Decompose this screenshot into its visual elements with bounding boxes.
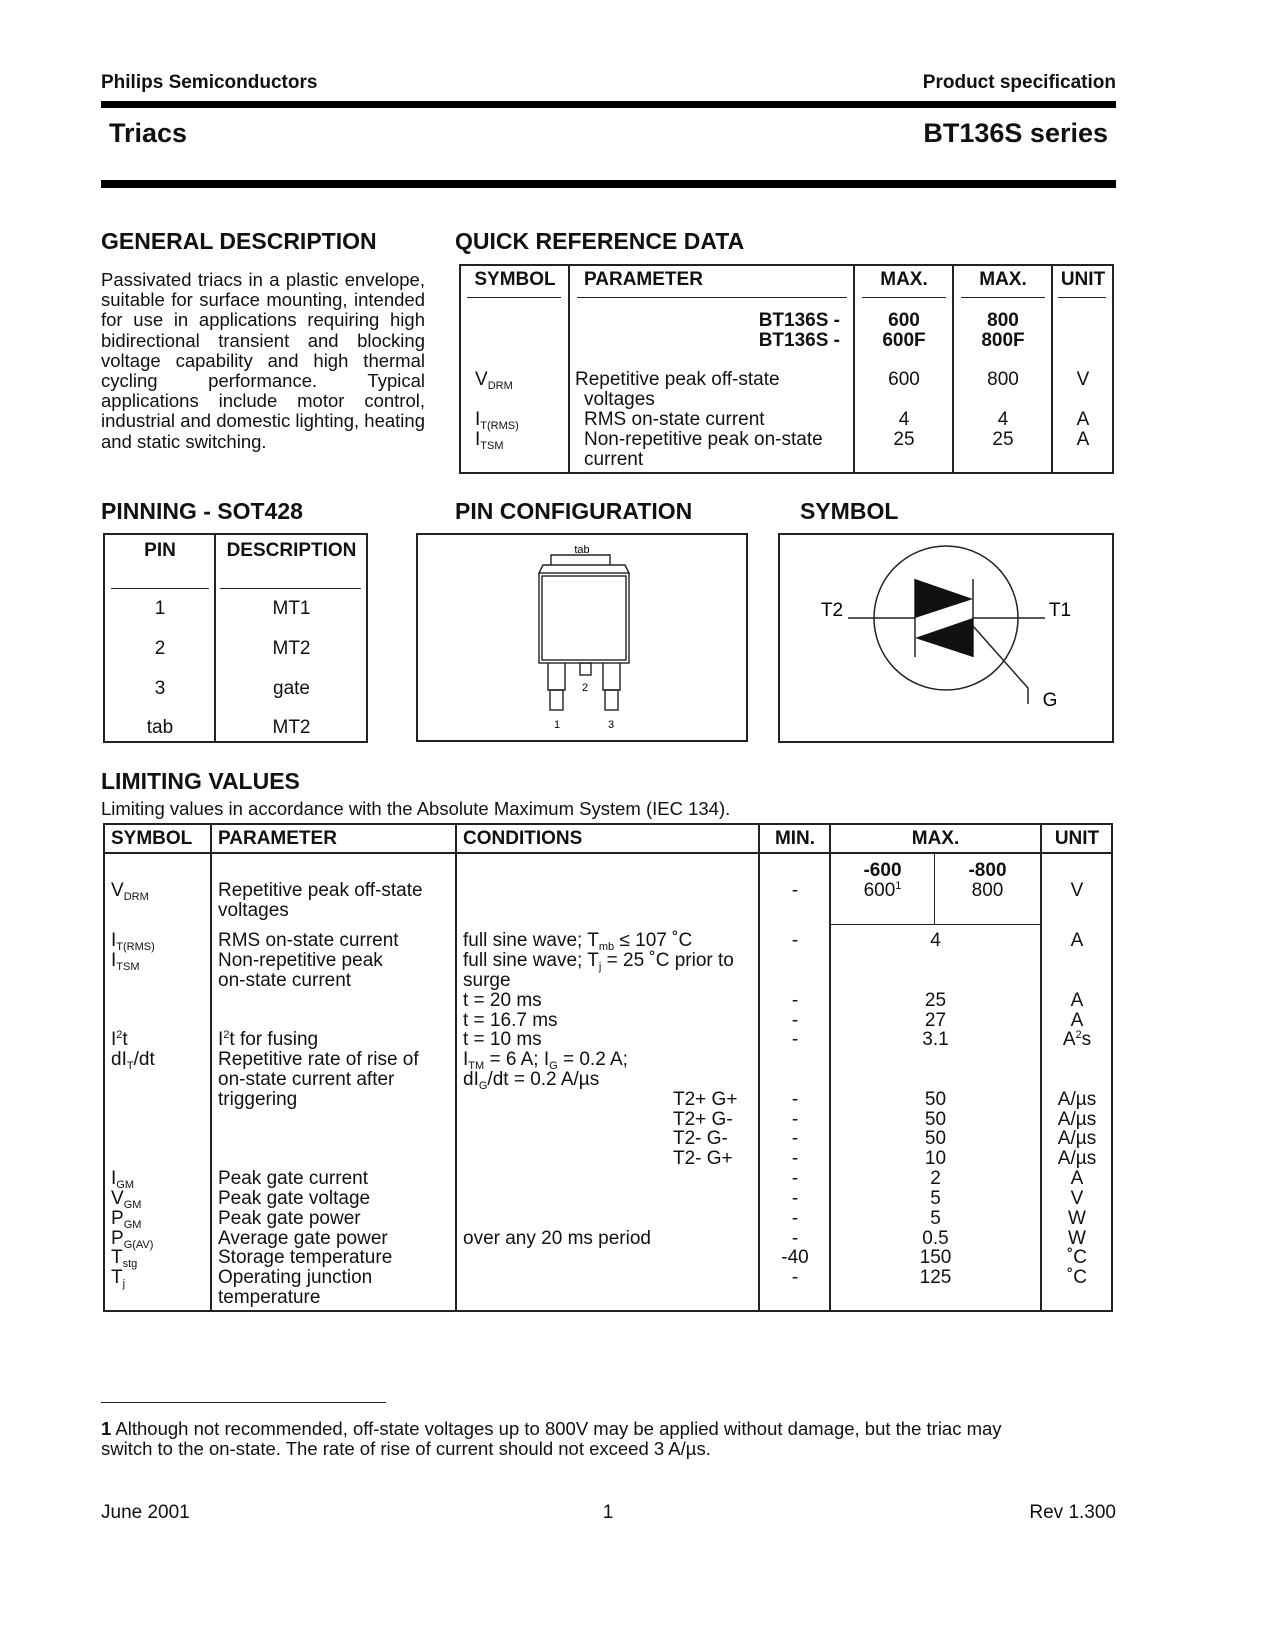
tab-label: tab: [574, 544, 590, 556]
qr-param-itrms: RMS on-state current: [584, 409, 765, 430]
lv-unit-t167: A: [1070, 1010, 1084, 1031]
general-description-text: Passivated triacs in a plastic envelope, suitable for surface mounting, intended for use in applications requiring high bidirectional transient and blocking voltage capability and high thermal cycling performance. Typical applications include motor control, industrial and domestic lighting, heating and static switching.: [101, 269, 425, 452]
company-name: Philips Semiconductors: [101, 72, 318, 93]
lv-cond-t167: t = 16.7 ms: [463, 1010, 558, 1031]
qr-param-itsm-2: current: [584, 449, 644, 470]
pin-3-label: 3: [607, 719, 615, 731]
lv-param-tj-1: Operating junction: [218, 1267, 373, 1288]
lv-min-t20: -: [791, 990, 799, 1011]
lv-param-vdrm-1: Repetitive peak off-state: [218, 880, 423, 901]
qr-col-unit: UNIT: [1060, 269, 1106, 290]
pin-number: 3: [154, 678, 166, 699]
qr-type-600: 600: [888, 310, 920, 331]
qr-col-parameter: PARAMETER: [584, 269, 703, 290]
qr-unit-vdrm: V: [1076, 369, 1090, 390]
lv-max-tstg: 150: [919, 1247, 952, 1268]
lv-unit-quadrant: A/µs: [1057, 1089, 1097, 1110]
lv-max-quadrant: 50: [924, 1109, 947, 1130]
lv-max-quadrant: 50: [924, 1089, 947, 1110]
lv-min-quadrant: -: [791, 1148, 799, 1169]
lv-col-max: MAX.: [911, 828, 960, 849]
lv-max-vdrm-800: 800: [971, 880, 1004, 901]
lv-unit-quadrant: A/µs: [1057, 1148, 1097, 1169]
qr-type-600f: 600F: [882, 330, 926, 351]
lv-cond-pgav: over any 20 ms period: [463, 1228, 651, 1249]
series-title: BT136S series: [923, 118, 1108, 148]
qr-max2-itsm: 25: [992, 429, 1014, 450]
lv-param-pgm: Peak gate power: [218, 1208, 361, 1229]
lv-unit-quadrant: A/µs: [1057, 1128, 1097, 1149]
lv-min-vgm: -: [791, 1188, 799, 1209]
qr-col-max2: MAX.: [979, 269, 1027, 290]
lv-max-t20: 25: [924, 990, 947, 1011]
lv-param-i2t: $I^2t$ for fusing: [218, 1029, 319, 1050]
terminal-g-label: G: [1042, 690, 1058, 711]
lv-param-igm: Peak gate current: [218, 1168, 368, 1189]
lv-param-vdrm-2: voltages: [218, 900, 289, 921]
qr-max1-itsm: 25: [893, 429, 915, 450]
limiting-values-heading: LIMITING VALUES: [101, 768, 300, 794]
pinning-col-desc: DESCRIPTION: [226, 540, 357, 561]
qr-type-800: 800: [987, 310, 1019, 331]
lv-cond-i2t: t = 10 ms: [463, 1029, 542, 1050]
qr-param-vdrm-1: Repetitive peak off-state: [575, 369, 780, 390]
sot428-package-drawing: [418, 535, 746, 740]
lv-min-i2t: -: [791, 1029, 799, 1050]
lv-unit-vgm: V: [1070, 1188, 1084, 1209]
qr-symbol-itsm: $I_{TSM}$: [475, 429, 504, 452]
lv-param-didt-3: triggering: [218, 1089, 298, 1110]
qr-param-itsm-1: Non-repetitive peak on-state: [584, 429, 823, 450]
lv-max-igm: 2: [930, 1168, 941, 1189]
qr-unit-itrms: A: [1076, 409, 1090, 430]
lv-max-800-label: -800: [968, 860, 1007, 881]
lv-col-unit: UNIT: [1054, 828, 1100, 849]
lv-symbol-vgm: $V_{GM}$: [111, 1188, 142, 1211]
pin-number: tab: [146, 717, 174, 738]
qr-symbol-itrms: $I_{T(RMS)}$: [475, 409, 519, 432]
pin-2-label: 2: [581, 682, 589, 694]
lv-quadrant: T2+ G+: [673, 1089, 738, 1110]
footnote-rule: [101, 1402, 386, 1403]
lv-min-pgav: -: [791, 1228, 799, 1249]
limiting-values-intro: Limiting values in accordance with the Absolute Maximum System (IEC 134).: [101, 798, 731, 819]
lv-param-didt-2: on-state current after: [218, 1069, 395, 1090]
header-rule-bottom: [101, 180, 1116, 188]
symbol-box: [778, 533, 1114, 743]
lv-min-tstg: -40: [781, 1247, 809, 1268]
lv-min-vdrm: -: [791, 880, 799, 901]
qr-max1-itrms: 4: [898, 409, 910, 430]
lv-unit-t20: A: [1070, 990, 1084, 1011]
lv-col-parameter: PARAMETER: [218, 828, 337, 849]
pin-description: gate: [273, 678, 310, 699]
lv-param-didt-1: Repetitive rate of rise of: [218, 1049, 419, 1070]
pin-number: 2: [154, 638, 166, 659]
lv-param-itrms: RMS on-state current: [218, 930, 399, 951]
footer-page-number: 1: [602, 1502, 614, 1523]
lv-unit-tstg: ˚C: [1066, 1247, 1088, 1268]
lv-unit-igm: A: [1070, 1168, 1084, 1189]
lv-unit-pgav: W: [1068, 1228, 1086, 1249]
lv-symbol-pgm: $P_{GM}$: [111, 1208, 142, 1231]
pinning-heading: PINNING - SOT428: [101, 498, 303, 524]
lv-max-itrms: 4: [930, 930, 941, 951]
lv-min-tj: -: [791, 1267, 799, 1288]
lv-symbol-i2t: $I^2t$: [111, 1029, 128, 1050]
lv-max-pgm: 5: [930, 1208, 941, 1229]
lv-symbol-itrms: $I_{T(RMS)}$: [111, 930, 155, 953]
lv-unit-vdrm: V: [1070, 880, 1084, 901]
lv-symbol-vdrm: $V_{DRM}$: [111, 880, 149, 903]
product-family: Triacs: [109, 118, 188, 148]
lv-max-600-label: -600: [863, 860, 902, 881]
lv-col-symbol: SYMBOL: [111, 828, 193, 849]
lv-min-itrms: -: [791, 930, 799, 951]
lv-unit-quadrant: A/µs: [1057, 1109, 1097, 1130]
lv-cond-itsm-2: surge: [463, 970, 511, 991]
header-rule-top: [101, 101, 1116, 108]
terminal-t2-label: T2: [820, 600, 844, 621]
lv-cond-t20: t = 20 ms: [463, 990, 542, 1011]
footer-revision: Rev 1.300: [1029, 1502, 1116, 1523]
pin-1-label: 1: [553, 719, 561, 731]
pinning-col-pin: PIN: [144, 540, 176, 561]
lv-col-conditions: CONDITIONS: [463, 828, 583, 849]
lv-param-itsm-1: Non-repetitive peak: [218, 950, 383, 971]
qr-type-800f: 800F: [981, 330, 1025, 351]
lv-symbol-tj: $T_j$: [111, 1267, 126, 1290]
qr-param-vdrm-2: voltages: [584, 389, 655, 410]
lv-unit-tj: ˚C: [1066, 1267, 1088, 1288]
lv-max-quadrant: 10: [924, 1148, 947, 1169]
lv-max-t167: 27: [924, 1010, 947, 1031]
lv-min-t167: -: [791, 1010, 799, 1031]
lv-symbol-igm: $I_{GM}$: [111, 1168, 135, 1191]
lv-max-quadrant: 50: [924, 1128, 947, 1149]
pin-config-heading: PIN CONFIGURATION: [455, 498, 693, 524]
lv-param-pgav: Average gate power: [218, 1228, 388, 1249]
pin-description: MT2: [272, 638, 311, 659]
lv-param-tstg: Storage temperature: [218, 1247, 393, 1268]
lv-quadrant: T2- G-: [673, 1128, 728, 1149]
lv-max-tj: 125: [919, 1267, 952, 1288]
qr-col-max1: MAX.: [880, 269, 928, 290]
quick-reference-heading: QUICK REFERENCE DATA: [455, 228, 745, 254]
lv-quadrant: T2- G+: [673, 1148, 733, 1169]
lv-max-vgm: 5: [930, 1188, 941, 1209]
footnote-line-2: switch to the on-state. The rate of rise of current should not exceed 3 A/µs.: [101, 1438, 711, 1459]
pin-description: MT2: [272, 717, 311, 738]
qr-max2-itrms: 4: [997, 409, 1009, 430]
lv-min-quadrant: -: [791, 1128, 799, 1149]
lv-param-tj-2: temperature: [218, 1287, 321, 1308]
qr-max1-vdrm: 600: [888, 369, 920, 390]
qr-col-symbol: SYMBOL: [474, 269, 556, 290]
lv-quadrant: T2+ G-: [673, 1109, 733, 1130]
triac-symbol-icon: [780, 535, 1112, 741]
qr-unit-itsm: A: [1076, 429, 1090, 450]
lv-param-itsm-2: on-state current: [218, 970, 352, 991]
lv-col-min: MIN.: [774, 828, 816, 849]
lv-symbol-tstg: $T_{stg}$: [111, 1247, 138, 1270]
lv-cond-itrms: full sine wave; $T_{mb} \le 107$ ˚C: [463, 930, 693, 953]
lv-min-quadrant: -: [791, 1109, 799, 1130]
lv-unit-itrms: A: [1070, 930, 1084, 951]
lv-max-i2t: 3.1: [922, 1029, 949, 1050]
lv-min-igm: -: [791, 1168, 799, 1189]
doc-type: Product specification: [922, 72, 1116, 93]
pin-description: MT1: [272, 598, 311, 619]
lv-cond-didt-1: $I_{TM} = 6$ A; $I_G = 0.2$ A;: [463, 1049, 628, 1072]
lv-unit-i2t: $A^2s$: [1062, 1029, 1092, 1050]
qr-max2-vdrm: 800: [987, 369, 1019, 390]
qr-type-label-1: BT136S -: [758, 310, 840, 331]
general-description-heading: GENERAL DESCRIPTION: [101, 228, 377, 254]
qr-type-label-2: BT136S -: [758, 330, 840, 351]
terminal-t1-label: T1: [1048, 600, 1072, 621]
symbol-heading: SYMBOL: [800, 498, 899, 524]
footnote-line-1: 1 Although not recommended, off-state voltages up to 800V may be applied without damage, but the triac may: [101, 1418, 1002, 1439]
lv-symbol-didt: $dI_T/dt$: [111, 1049, 155, 1072]
pin-config-box: [416, 533, 748, 742]
lv-max-vdrm-600: $600^1$: [863, 880, 902, 901]
lv-cond-itsm-1: full sine wave; $T_j = 25$ ˚C prior to: [463, 950, 734, 973]
lv-param-vgm: Peak gate voltage: [218, 1188, 371, 1209]
pin-number: 1: [154, 598, 166, 619]
lv-symbol-pgav: $P_{G(AV)}$: [111, 1228, 154, 1251]
footer-date: June 2001: [101, 1502, 190, 1523]
lv-cond-didt-2: $dI_G/dt = 0.2$ A/µs: [463, 1069, 600, 1092]
lv-unit-pgm: W: [1068, 1208, 1086, 1229]
qr-symbol-vdrm: $V_{DRM}$: [475, 369, 513, 392]
lv-min-quadrant: -: [791, 1089, 799, 1110]
lv-symbol-itsm: $I_{TSM}$: [111, 950, 140, 973]
lv-min-pgm: -: [791, 1208, 799, 1229]
lv-max-pgav: 0.5: [922, 1228, 949, 1249]
